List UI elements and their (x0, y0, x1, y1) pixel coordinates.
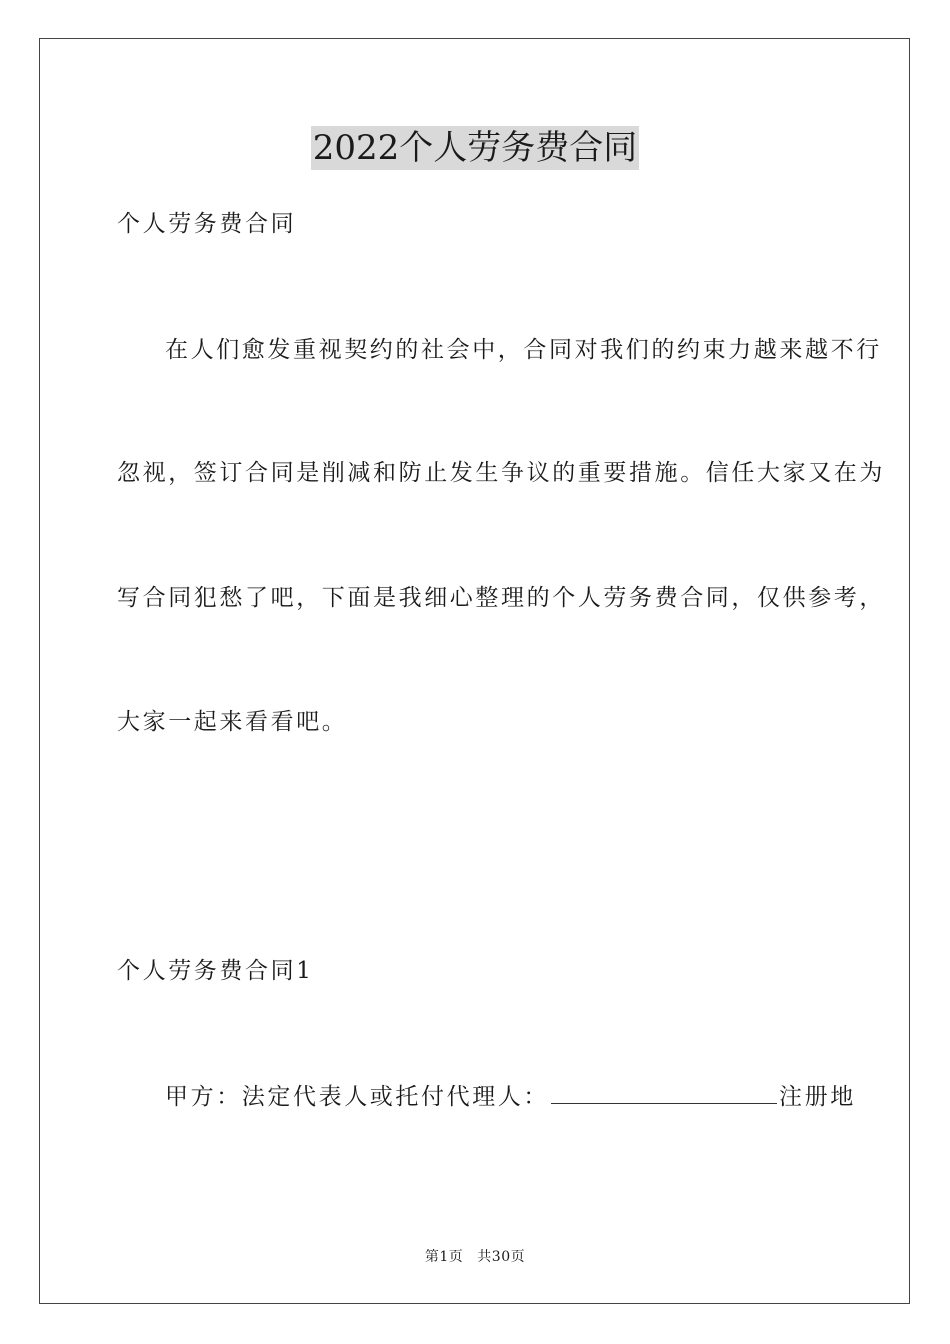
party-a-suffix: 注册地 (779, 1084, 856, 1110)
party-a-label: 甲方：法定代表人或托付代理人： (165, 1084, 549, 1110)
intro-line-2: 忽视，签订合同是削减和防止发生争议的重要措施。信任大家又在为 (117, 460, 885, 486)
title-container (0, 126, 950, 170)
intro-line-3: 写合同犯愁了吧，下面是我细心整理的个人劳务费合同，仅供参考， (117, 585, 885, 611)
document-title: 2022个人劳务费合同 (312, 128, 638, 168)
party-a-blank-field (551, 1081, 777, 1104)
intro-line-4: 大家一起来看看吧。 (117, 709, 348, 735)
page-current: 第1页 (424, 1249, 464, 1265)
page-footer (0, 1248, 950, 1266)
intro-line-1: 在人们愈发重视契约的社会中，合同对我们的约束力越来越不行 (165, 337, 882, 363)
section-heading: 个人劳务费合同1 (117, 958, 314, 984)
document-subtitle: 个人劳务费合同 (117, 211, 297, 237)
page-total: 共30页 (477, 1249, 526, 1265)
party-a-line (165, 1081, 856, 1112)
